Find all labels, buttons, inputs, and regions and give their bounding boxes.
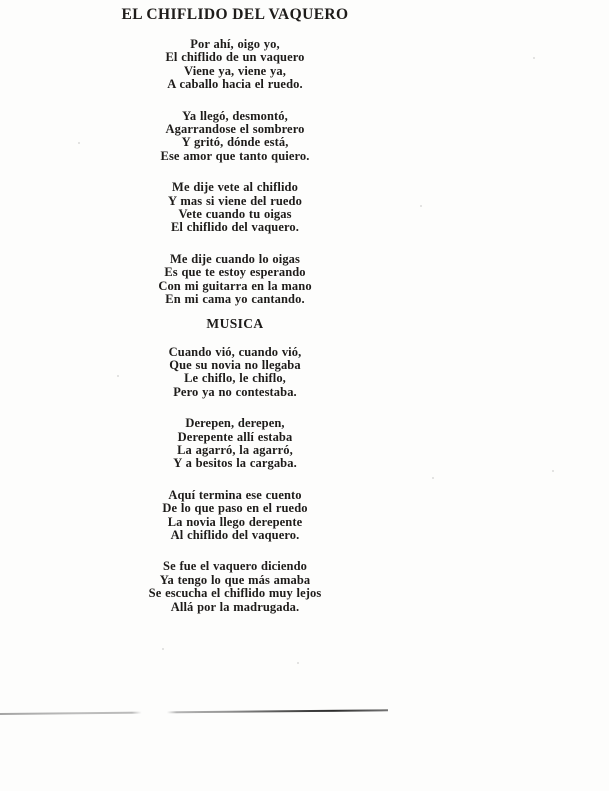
poem-line: El chiflido del vaquero. [171,220,299,235]
poem-line: Agarrandose el sombrero [165,122,305,137]
scan-noise-speck [297,662,299,664]
stanza-3 [0,181,470,235]
stanza-5 [0,346,470,400]
scan-noise-speck [533,57,535,59]
scan-noise-speck [552,470,554,472]
poem-line: La novia llego derepente [167,514,303,529]
poem-line: Me dije vete al chiflido [172,180,298,195]
scan-noise-speck [432,477,434,479]
poem-line: Pero ya no contestaba. [173,384,297,399]
poem-line: De lo que paso en el ruedo [162,501,308,516]
scan-noise-speck [78,142,80,144]
poem-line: Le chiflo, le chiflo, [184,371,286,386]
poem-line: Allá por la madrugada. [170,599,300,614]
poem-line: A caballo hacia el ruedo. [167,77,303,92]
poem-line: La agarró, la agarró, [177,442,293,457]
poem-line: Ese amor que tanto quiero. [160,148,310,163]
poem-line: Derepente allí estaba [177,429,293,444]
poem-line: Y gritó, dónde está, [181,135,289,150]
poem-line: El chiflido de un vaquero [165,50,305,65]
poem-line: Se escucha el chiflido muy lejos [148,586,322,601]
poem-line: Aquí termina ese cuento [168,487,302,502]
poem-line: Ya llegó, desmontó, [182,108,288,123]
poem-line: Que su novia no llegaba [169,357,301,372]
stanza-7 [0,489,470,543]
poem-line: Es que te estoy esperando [164,265,306,280]
poem-line: En mi cama yo cantando. [165,292,305,307]
poem-line: Vete cuando tu oigas [178,207,292,222]
poem-line: Con mi guitarra en la mano [158,278,312,293]
scan-artifact-line [0,709,388,715]
poem-line: Al chiflido del vaquero. [170,527,300,542]
stanza-2 [0,110,470,164]
poem-title: EL CHIFLIDO DEL VAQUERO [121,6,349,23]
poem-line: Cuando vió, cuando vió, [168,344,302,359]
poem-line: Viene ya, viene ya, [184,63,286,78]
scan-noise-speck [162,648,164,650]
scan-noise-speck [420,205,422,207]
section-heading-musica: MUSICA [206,315,264,331]
poem-line: Y a besitos la cargaba. [173,456,297,471]
poem-line: Me dije cuando lo oigas [170,251,300,266]
poem [0,6,470,632]
poem-line: Se fue el vaquero diciendo [163,559,307,574]
stanza-6 [0,417,470,471]
scan-noise-speck [117,375,119,377]
poem-line: Derepen, derepen, [185,416,285,431]
stanza-1 [0,38,470,92]
poem-line: Ya tengo lo que más amaba [159,572,311,587]
poem-line: Y mas si viene del ruedo [168,193,302,208]
stanza-8 [0,560,470,614]
stanza-4 [0,253,470,307]
poem-line: Por ahí, oigo yo, [190,37,280,51]
